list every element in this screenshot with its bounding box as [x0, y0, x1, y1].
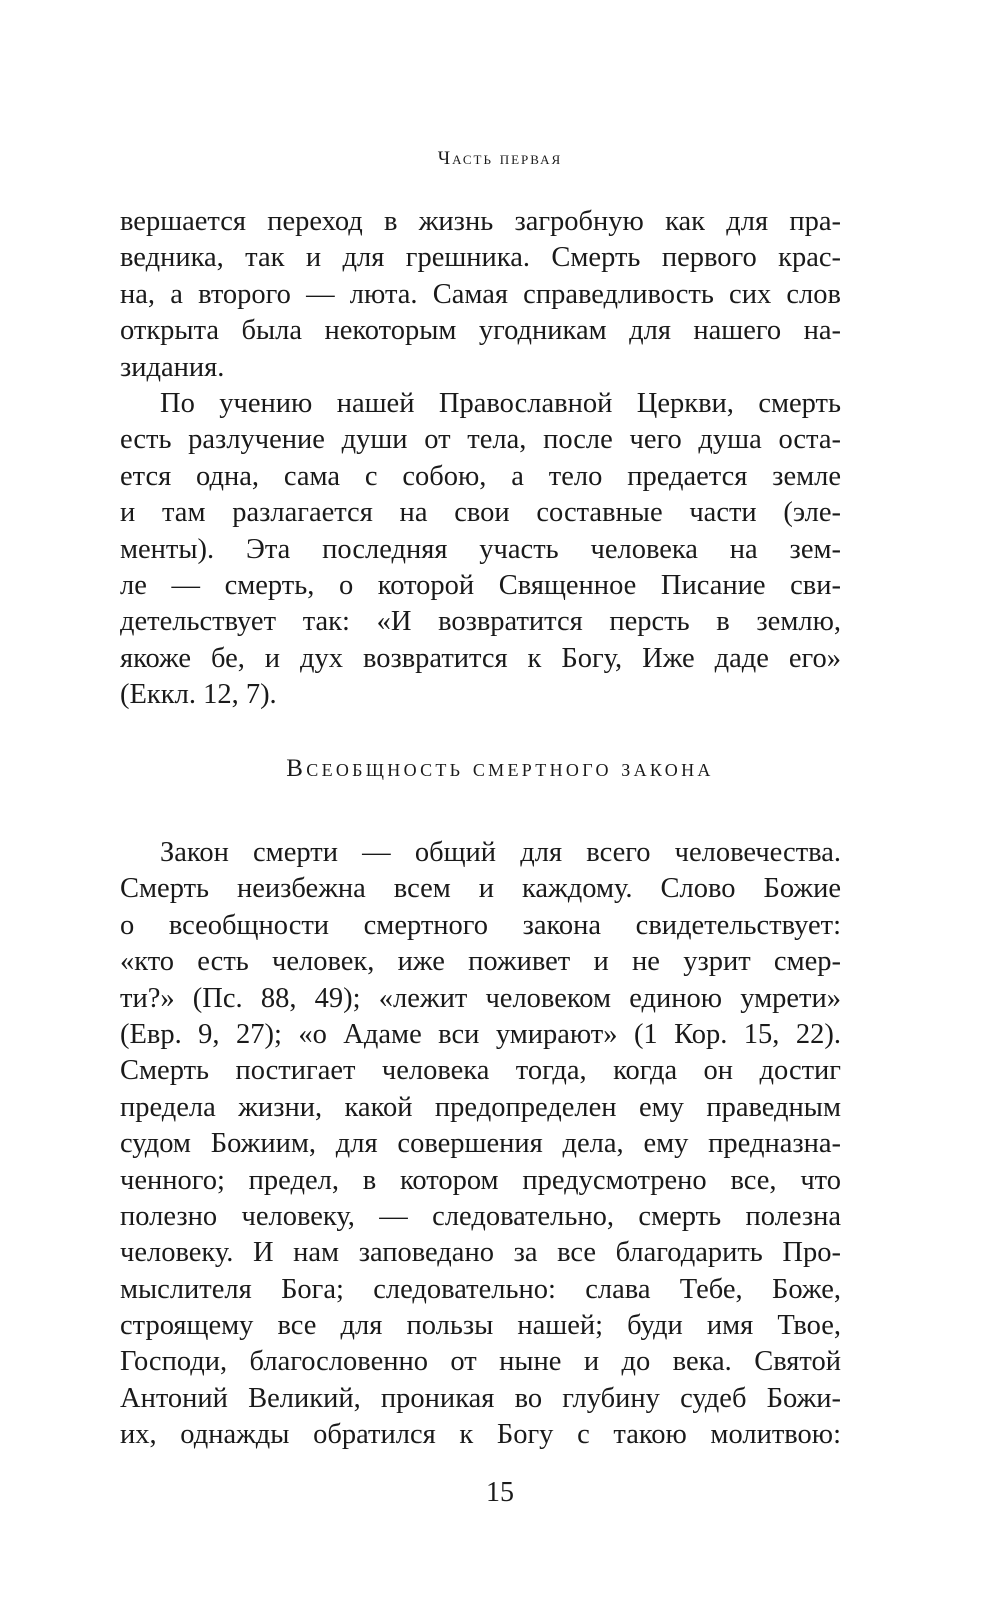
text-line: Антоний Великий, проникая во глубину судеб Божи-: [120, 1382, 841, 1414]
text-line: зидания.: [120, 351, 225, 383]
text-line: якоже бе, и дух возвратится к Богу, Иже даде его»: [120, 642, 841, 674]
text-line: ти?» (Пс. 88, 49); «лежит человеком единою умрети»: [120, 982, 841, 1014]
text-line: «кто есть человек, иже поживет и не узрит смер-: [120, 946, 841, 978]
text-line: ченного; предел, в котором предусмотрено все, что: [120, 1164, 841, 1196]
text-line: По учению нашей Православной Церкви, смерть: [160, 387, 841, 419]
text-line: вершается переход в жизнь загробную как для пра-: [120, 206, 841, 237]
text-line: ле — смерть, о которой Священное Писание сви-: [120, 569, 841, 601]
paragraph-continuation: [120, 204, 841, 386]
body-text-top: [120, 204, 841, 713]
text-line: предела жизни, какой предопределен ему праведным: [120, 1091, 841, 1123]
text-line: Закон смерти — общий для всего человечества.: [160, 837, 841, 868]
text-line: есть разлучение души от тела, после чего душа оста-: [120, 424, 841, 456]
text-line: Господи, благословенно от ныне и до века. Святой: [120, 1346, 841, 1378]
text-line: их, однажды обратился к Богу с такою молитвою:: [120, 1419, 841, 1451]
running-head: Часть первая: [437, 148, 563, 169]
text-line: Смерть неизбежна всем и каждому. Слово Божие: [120, 873, 841, 905]
text-line: и там разлагается на свои составные части (эле-: [120, 497, 841, 529]
page-number: 15: [486, 1477, 514, 1508]
text-line: ведника, так и для грешника. Смерть первого крас-: [120, 242, 841, 274]
text-line: менты). Эта последняя участь человека на зем-: [120, 533, 841, 565]
body-text-bottom: [120, 835, 841, 1454]
text-line: полезно человеку, — следовательно, смерть полезна: [120, 1200, 841, 1232]
text-line: Смерть постигает человека тогда, когда он достиг: [120, 1055, 841, 1087]
text-line: (Еккл. 12, 7).: [120, 679, 277, 711]
paragraph: [120, 835, 841, 1454]
text-line: человеку. И нам заповедано за все благодарить Про-: [120, 1237, 841, 1269]
section-heading: Всеобщность смертного закона: [286, 755, 714, 782]
text-line: мыслителя Бога; следовательно: слава Тебе, Боже,: [120, 1273, 841, 1305]
paragraph: [120, 386, 841, 714]
text-line: ется одна, сама с собою, а тело предается земле: [120, 460, 841, 492]
text-line: о всеобщности смертного закона свидетельствует:: [120, 909, 841, 941]
text-line: строящему все для пользы нашей; буди имя Твое,: [120, 1310, 841, 1342]
text-line: на, а второго — люта. Самая справедливость сих слов: [120, 278, 841, 310]
text-line: (Евр. 9, 27); «о Адаме вси умирают» (1 Кор. 15, 22).: [120, 1018, 841, 1050]
text-line: судом Божиим, для совершения дела, ему предназна-: [120, 1128, 841, 1160]
text-line: детельствует так: «И возвратится персть в землю,: [120, 606, 841, 638]
text-line: открыта была некоторым угодникам для нашего на-: [120, 315, 841, 347]
